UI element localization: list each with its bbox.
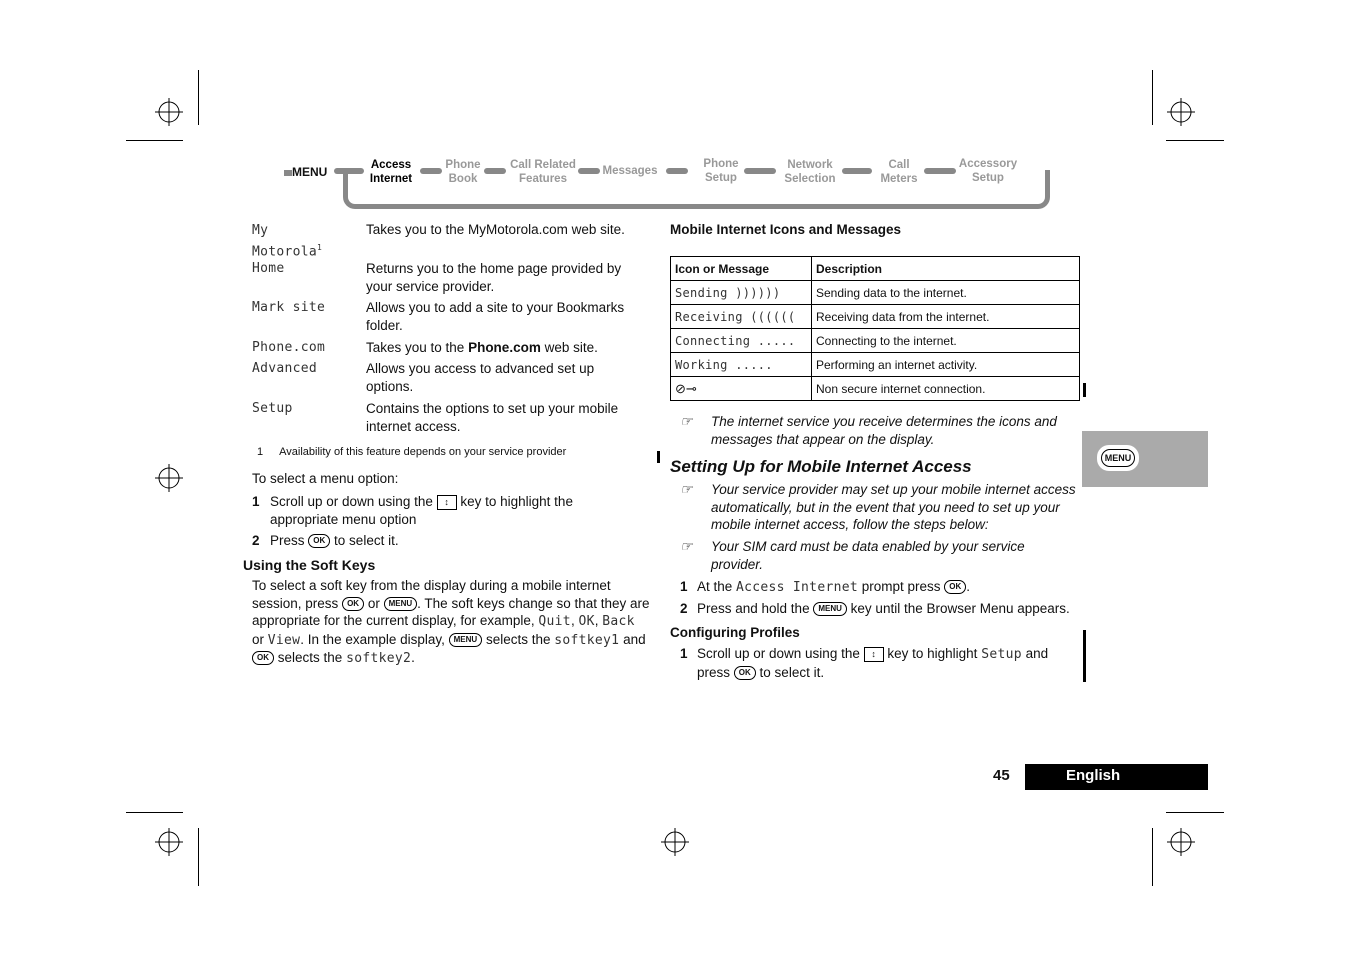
change-bar — [657, 451, 660, 463]
unsecure-key-icon: ⊘⊸ — [675, 380, 697, 396]
nav-item-call-related: Call Related Features — [510, 159, 576, 185]
nav-menu-label: MENU — [284, 165, 327, 179]
option-desc: Allows you to add a site to your Bookmarks folder. — [366, 300, 625, 333]
note-sim-card: ☞ Your SIM card must be data enabled by your service provider. — [680, 538, 1025, 572]
option-desc: Returns you to the home page provided by your service provider. — [366, 261, 622, 294]
option-term: Phone.com — [252, 340, 326, 355]
option-term: My Motorola$^1$ — [252, 223, 323, 260]
nav-key-icon: ↕ — [437, 495, 457, 510]
option-desc: Takes you to the Phone.com web site. — [366, 340, 598, 355]
ok-key-icon: OK — [252, 651, 274, 665]
soft-keys-paragraph: To select a soft key from the display during a mobile internet session, press OK or MENU . The soft keys change so that they are appropriate for the current display, for example, Quit, OK, Back or View. In the example display, MENU selects the softkey1 and OK selects the softkey2. — [252, 578, 650, 666]
ok-key-icon: OK — [308, 534, 330, 548]
ok-key-icon: OK — [944, 580, 966, 594]
menu-key-icon: MENU — [813, 602, 847, 616]
nav-item-access-internet: Access Internet — [369, 159, 413, 185]
setup-heading: Setting Up for Mobile Internet Access — [670, 457, 972, 476]
pointing-hand-icon: ☞ — [680, 481, 693, 497]
setup-step-2: 2 Press and hold the MENU key until the Browser Menu appears. — [680, 601, 1070, 616]
pointing-hand-icon: ☞ — [680, 413, 693, 429]
option-desc: Allows you access to advanced set up options. — [366, 361, 595, 394]
ok-key-icon: OK — [734, 666, 756, 680]
nav-item-accessory-setup: Accessory Setup — [958, 158, 1018, 184]
ok-key-icon: OK — [342, 597, 364, 611]
table-row: Sending )))))) Sending data to the internet. — [671, 281, 1080, 305]
table-header: Description — [812, 257, 1080, 281]
nav-key-icon: ↕ — [864, 647, 884, 662]
note-display-icons: ☞ The internet service you receive determines the icons and messages that appear on the display. — [680, 413, 1057, 447]
table-row: ⊘⊸ Non secure internet connection. — [671, 377, 1080, 401]
table-header: Icon or Message — [671, 257, 812, 281]
option-desc: Takes you to the MyMotorola.com web site. — [366, 222, 625, 237]
setup-step-1: 1 At the Access Internet prompt press OK . — [680, 579, 971, 595]
menu-key-icon: MENU — [449, 633, 483, 647]
nav-item-messages: Messages — [602, 165, 658, 177]
table-row: Connecting ..... Connecting to the internet. — [671, 329, 1080, 353]
language-bar — [1025, 764, 1208, 790]
profiles-heading: Configuring Profiles — [670, 625, 800, 640]
option-desc: Contains the options to set up your mobile internet access. — [366, 401, 619, 434]
select-step-1: 1 Scroll up or down using the ↕ key to highlight the appropriate menu option — [252, 494, 573, 527]
soft-keys-heading: Using the Soft Keys — [243, 557, 376, 573]
nav-item-phone-setup: Phone Setup — [703, 158, 739, 184]
option-term: Setup — [252, 401, 293, 416]
nav-item-phone-book: Phone Book — [445, 159, 481, 185]
table-row: Receiving (((((( Receiving data from the internet. — [671, 305, 1080, 329]
nav-item-network-selection: Network Selection — [784, 159, 836, 185]
select-intro: To select a menu option: — [252, 471, 399, 486]
side-tab — [1082, 431, 1208, 487]
change-bar — [1083, 630, 1086, 682]
pointing-hand-icon: ☞ — [680, 538, 693, 554]
table-header-row — [671, 257, 1080, 281]
page-number: 45 — [993, 767, 1010, 784]
icons-table — [670, 256, 1080, 401]
select-step-2: 2 Press OK to select it. — [252, 533, 399, 548]
note-auto-setup: ☞ Your service provider may set up your mobile internet access automatically, but in the event that you need to set up your mobile internet access, follow the steps below: — [680, 481, 1076, 532]
option-term: Home — [252, 261, 285, 276]
nav-item-call-meters: Call Meters — [880, 159, 918, 185]
language-label: English — [1066, 767, 1121, 784]
table-row: Working ..... Performing an internet activity. — [671, 353, 1080, 377]
profiles-step-1: 1 Scroll up or down using the ↕ key to highlight Setup and press OK to select it. — [680, 646, 1049, 680]
menu-key-icon: MENU — [384, 597, 418, 611]
option-term: Mark site — [252, 300, 326, 315]
menu-key-icon: MENU — [1097, 445, 1139, 471]
option-term: Advanced — [252, 361, 318, 376]
change-bar — [1083, 383, 1086, 397]
icons-heading: Mobile Internet Icons and Messages — [670, 222, 902, 237]
footnote: 1 Availability of this feature depends on your service provider — [257, 446, 567, 458]
